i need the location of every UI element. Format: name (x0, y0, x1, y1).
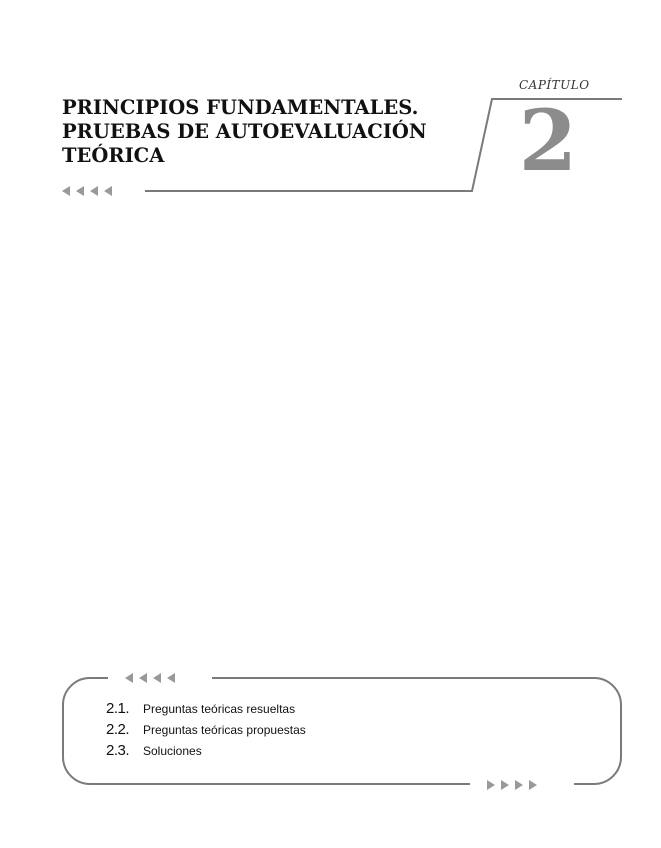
arrow-left-icon (62, 186, 70, 196)
title-line-1: PRINCIPIOS FUNDAMENTALES. (62, 96, 419, 119)
arrow-right-icon (515, 780, 523, 790)
arrow-left-icon (167, 673, 175, 683)
chapter-label: CAPÍTULO (519, 78, 590, 92)
contents-item-number: 2.3. (106, 742, 130, 759)
arrow-left-icon (76, 186, 84, 196)
arrow-left-icon (90, 186, 98, 196)
contents-item-text: Preguntas teóricas resueltas (143, 702, 296, 716)
arrow-left-icon (104, 186, 112, 196)
contents-right-arrows (487, 780, 537, 790)
arrow-right-icon (529, 780, 537, 790)
title-line-3: TEÓRICA (62, 144, 165, 167)
arrow-left-icon (153, 673, 161, 683)
contents-item-number: 2.1. (106, 700, 130, 717)
contents-item[interactable] (106, 742, 306, 763)
title-line-2: PRUEBAS DE AUTOEVALUACIÓN (62, 120, 427, 143)
arrow-left-icon (125, 673, 133, 683)
arrow-left-icon (139, 673, 147, 683)
chapter-number: 2 (518, 91, 578, 190)
contents-item[interactable] (106, 700, 306, 721)
arrow-right-icon (487, 780, 495, 790)
contents-left-arrows (125, 673, 175, 683)
contents-item[interactable] (106, 721, 306, 742)
contents-list (106, 700, 306, 763)
contents-item-text: Soluciones (143, 744, 202, 758)
contents-item-text: Preguntas teóricas propuestas (143, 723, 306, 737)
arrow-right-icon (501, 780, 509, 790)
contents-item-number: 2.2. (106, 721, 130, 738)
header-left-arrows (62, 186, 112, 196)
